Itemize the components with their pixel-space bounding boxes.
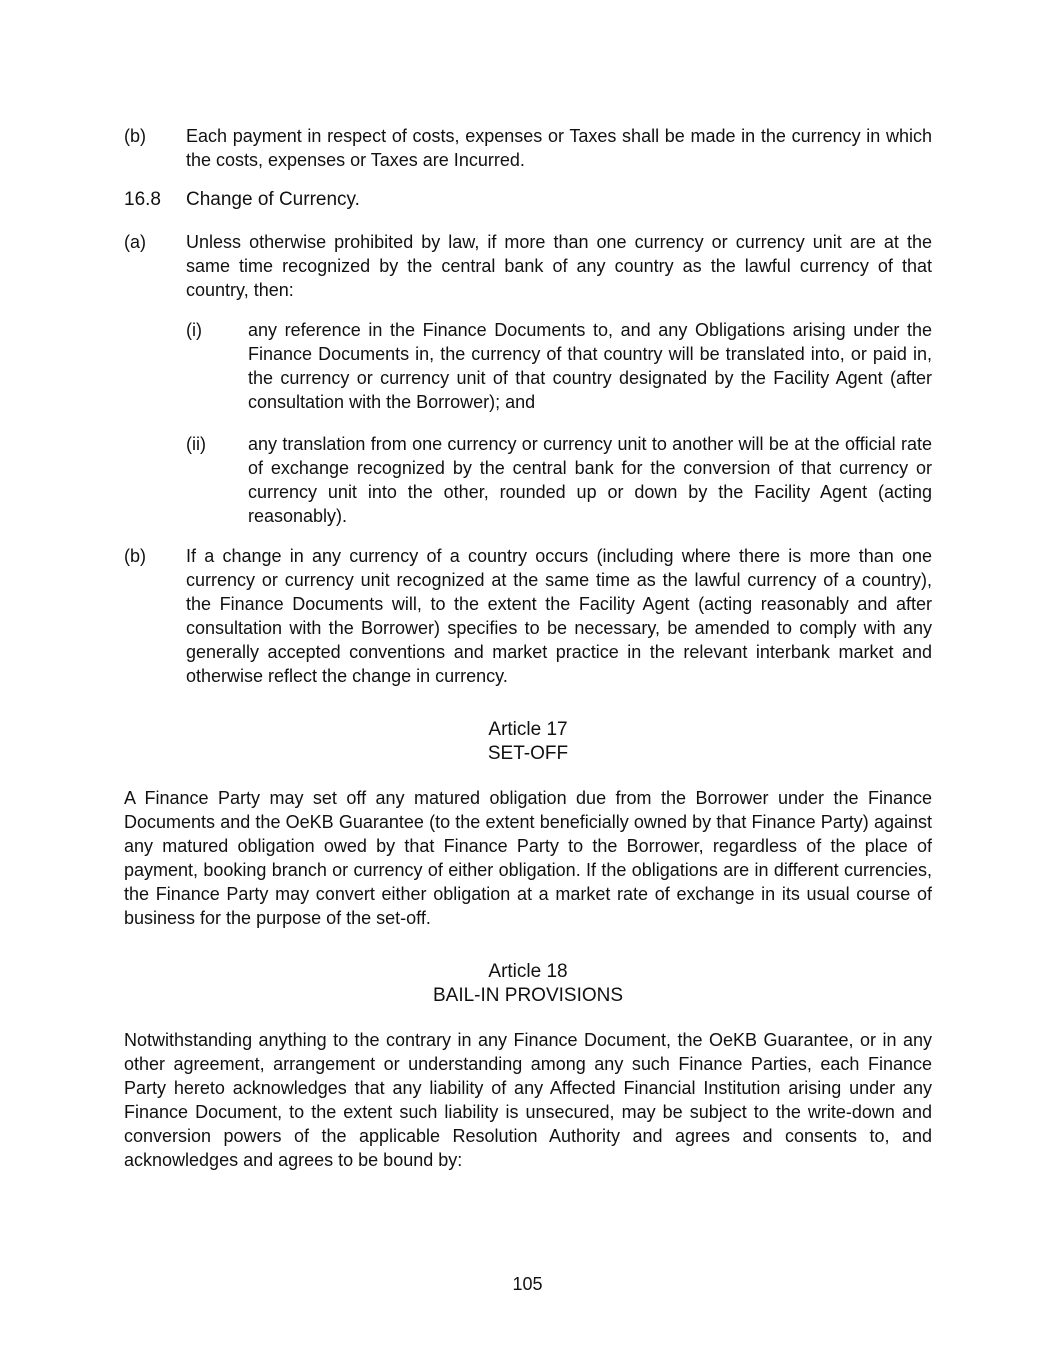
clause-16-8-b: [124, 544, 932, 688]
article-18-heading: Article 18: [488, 961, 568, 982]
item-label: (ii): [186, 434, 206, 454]
clause-16-8-a: [124, 230, 932, 302]
clause-16-8-a-ii: [186, 432, 932, 528]
item-text: any translation from one currency or currency unit to another will be at the official rate of exchange recognized by the central bank for the conversion of that currency or currency unit into the other, rounded up or down by the Facility Agent (acting reasonably).: [248, 434, 932, 526]
clause-text: Each payment in respect of costs, expenses or Taxes shall be made in the currency in which the costs, expenses or Taxes are Incurred.: [186, 126, 932, 170]
clause-16-8-a-i: [186, 318, 932, 414]
article-17-title: SET-OFF: [487, 743, 569, 764]
article-18-text: Notwithstanding anything to the contrary in any Finance Document, the OeKB Guarantee, or in any other agreement, arrangement or understanding among any such Finance Parties, each Finance Party hereto acknowledges that any liability of any Affected Financial Institution arising under any Finance Document, to the extent such liability is unsecured, may be subject to the write-down and conversion powers of the applicable Resolution Authority and agrees and consents to, and acknowledges and agrees to be bound by:: [124, 1030, 932, 1170]
document-page: [124, 124, 932, 1172]
article-17-heading: Article 17: [488, 719, 568, 740]
clause-title: Change of Currency.: [186, 189, 360, 210]
clause-label: (b): [124, 126, 146, 146]
clause-text: If a change in any currency of a country occurs (including where there is more than one currency or currency unit recognized at the same time as the lawful currency of a country), the Finance Documents will, to the extent the Facility Agent (acting reasonably and after consultation with the Borrower) specifies to be necessary, be amended to comply with any generally accepted conventions and market practice in the relevant interbank market and otherwise reflect the change in currency.: [186, 546, 932, 686]
article-18-title: BAIL-IN PROVISIONS: [432, 985, 624, 1006]
page-number: 105: [512, 1274, 543, 1294]
clause-number: 16.8: [124, 189, 161, 210]
item-label: (i): [186, 320, 202, 340]
clause-label: (b): [124, 546, 146, 566]
clause-text: Unless otherwise prohibited by law, if more than one currency or currency unit are at the same time recognized by the central bank of any country as the lawful currency of that country, then:: [186, 232, 932, 300]
clause-16-8-heading: [124, 188, 932, 212]
article-17-text: A Finance Party may set off any matured obligation due from the Borrower under the Finance Documents and the OeKB Guarantee (to the extent beneficially owned by that Finance Party) against any matured obligation owed by that Finance Party to the Borrower, regardless of the place of payment, booking branch or currency of either obligation. If the obligations are in different currencies, the Finance Party may convert either obligation at a market rate of exchange in its usual course of business for the purpose of the set-off.: [124, 788, 932, 928]
item-text: any reference in the Finance Documents to, and any Obligations arising under the Finance Documents in, the currency of that country will be translated into, or paid in, the currency or currency unit of that country designated by the Facility Agent (after consultation with the Borrower); and: [248, 320, 932, 412]
clause-label: (a): [124, 232, 146, 252]
clause-16-7-b: [124, 124, 932, 172]
